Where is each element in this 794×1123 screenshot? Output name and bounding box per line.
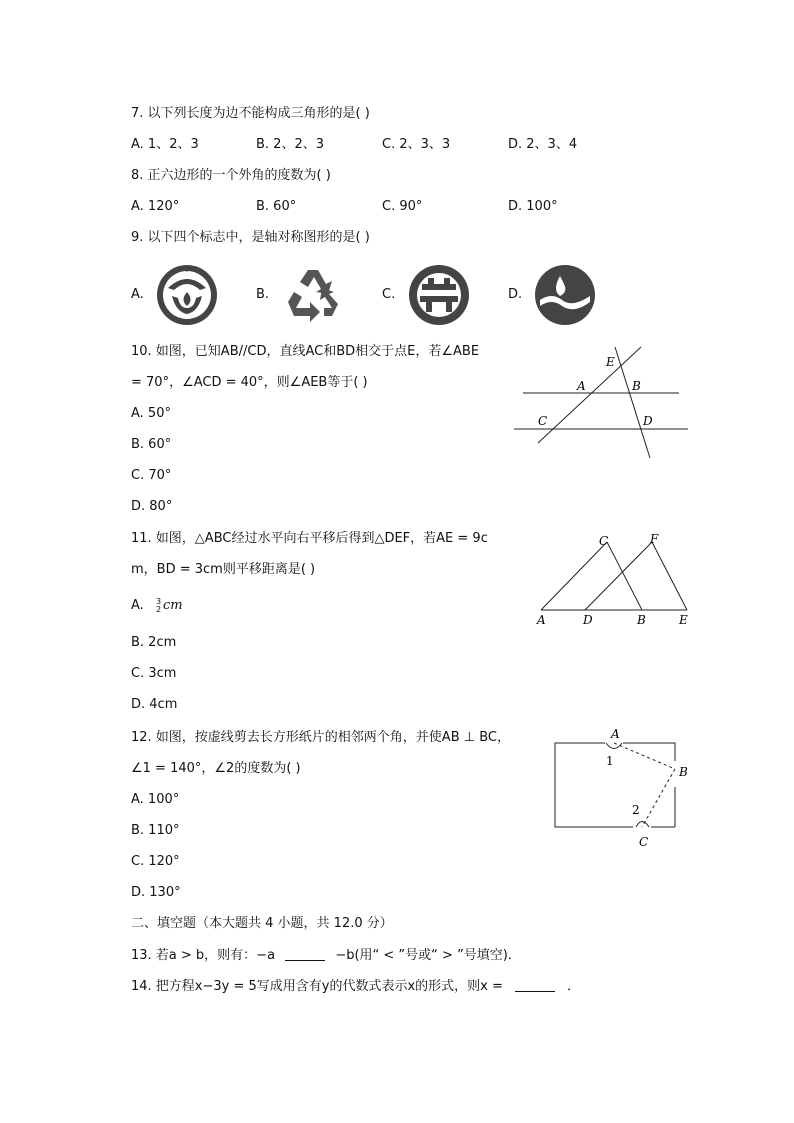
q10-label-b: B — [632, 379, 641, 393]
q12-option-d: D. 130° — [131, 885, 181, 900]
q10-label-c: C — [538, 414, 548, 428]
q11-label-f: F — [650, 532, 659, 546]
q7-option-c: C. 2、3、3 — [382, 137, 451, 152]
q10-option-c: C. 70° — [131, 468, 172, 483]
q11-label-e: E — [679, 613, 688, 627]
q13-answer-blank[interactable] — [285, 946, 325, 961]
q8-option-d: D. 100° — [508, 199, 558, 214]
q8-option-a: A. 120° — [131, 199, 180, 214]
section-heading: 二、填空题（本大题共 4 小题，共 12.0 分） — [131, 916, 393, 931]
q11-label-a: A — [537, 613, 546, 627]
q10-label-e: E — [606, 355, 615, 369]
q12-label-1: 1 — [606, 754, 614, 768]
logo-c-icon — [406, 262, 472, 328]
q12-rectangle-outline — [555, 743, 633, 827]
q7-option-d: D. 2、3、4 — [508, 137, 578, 152]
q10-figure — [508, 343, 694, 463]
q12-label-a: A — [611, 727, 620, 741]
q11-option-b: B. 2cm — [131, 635, 177, 650]
q7-option-a: A. 1、2、3 — [131, 137, 199, 152]
q14-answer-blank[interactable] — [515, 977, 555, 992]
q9-label-d: D. — [508, 287, 523, 302]
q7-option-b: B. 2、2、3 — [256, 137, 324, 152]
q12-label-b: B — [679, 765, 688, 779]
q12-stem-line2: ∠1 = 140°，∠2的度数为( ) — [131, 761, 301, 776]
q13 — [131, 946, 521, 965]
q11-option-a — [131, 597, 183, 615]
q9-label-c: C. — [382, 287, 396, 302]
q12-option-c: C. 120° — [131, 854, 180, 869]
q12-stem-line1: 12. 如图，按虚线剪去长方形纸片的相邻两个角，并使AB ⊥ BC， — [131, 730, 510, 745]
q11-option-a-label: A. — [131, 598, 144, 613]
q11-side-df — [585, 542, 652, 610]
q11-stem-line1: 11. 如图，△ABC经过水平向右平移后得到△DEF，若AE = 9c — [131, 531, 488, 546]
q11-stem-line2: m，BD = 3cm则平移距离是( ) — [131, 562, 316, 577]
q9-label-a: A. — [131, 287, 144, 302]
q11-option-c: C. 3cm — [131, 666, 177, 681]
q13-prefix: 13. 若a > b，则有：−a — [131, 948, 276, 963]
q9-stem: 9. 以下四个标志中，是轴对称图形的是( ) — [131, 230, 370, 245]
q11-side-ac — [541, 542, 607, 610]
q13-suffix: −b(用“ < ”号或“ > ”号填空)． — [335, 948, 521, 963]
q12-figure — [548, 724, 698, 854]
q8-stem: 8. 正六边形的一个外角的度数为( ) — [131, 168, 331, 183]
q8-option-b: B. 60° — [256, 199, 297, 214]
q11-option-a-numerator: 3 — [155, 596, 162, 606]
q7-stem: 7. 以下列长度为边不能构成三角形的是( ) — [131, 106, 370, 121]
q14-suffix: ． — [567, 979, 581, 994]
q12-angle1-arc — [606, 743, 622, 749]
q11-side-cb — [607, 542, 642, 610]
q12-option-a: A. 100° — [131, 792, 180, 807]
q9-label-b: B. — [256, 287, 270, 302]
q10-option-d: D. 80° — [131, 499, 173, 514]
q10-label-a: A — [577, 379, 586, 393]
q10-stem-line2: = 70°，∠ACD = 40°，则∠AEB等于( ) — [131, 375, 368, 390]
q12-option-b: B. 110° — [131, 823, 180, 838]
q12-cut-ab — [614, 743, 675, 769]
q11-side-fe — [652, 542, 687, 610]
q14-prefix: 14. 把方程x−3y = 5写成用含有y的代数式表示x的形式，则x = — [131, 979, 503, 994]
q12-cut-bc — [642, 769, 675, 827]
q14 — [131, 977, 580, 996]
q11-label-b: B — [637, 613, 646, 627]
q10-label-d: D — [643, 414, 653, 428]
q11-option-a-fraction — [156, 598, 161, 614]
q12-angle2-arc — [636, 822, 649, 828]
q10-line-bd — [615, 347, 650, 458]
recycle-logo-icon — [280, 262, 346, 328]
q12-label-2: 2 — [632, 803, 640, 817]
q11-label-c: C — [599, 534, 609, 548]
logo-a-icon — [154, 262, 220, 328]
q10-option-b: B. 60° — [131, 437, 172, 452]
q11-option-a-denominator: 2 — [155, 604, 162, 614]
q11-option-d: D. 4cm — [131, 697, 178, 712]
q10-option-a: A. 50° — [131, 406, 171, 421]
q11-option-a-unit: cm — [163, 598, 183, 613]
logo-d-icon — [532, 262, 598, 328]
q10-stem-line1: 10. 如图，已知AB//CD，直线AC和BD相交于点E，若∠ABE — [131, 344, 480, 359]
q8-option-c: C. 90° — [382, 199, 423, 214]
q12-label-c: C — [639, 835, 649, 849]
q11-figure — [532, 530, 698, 630]
q11-label-d: D — [583, 613, 593, 627]
